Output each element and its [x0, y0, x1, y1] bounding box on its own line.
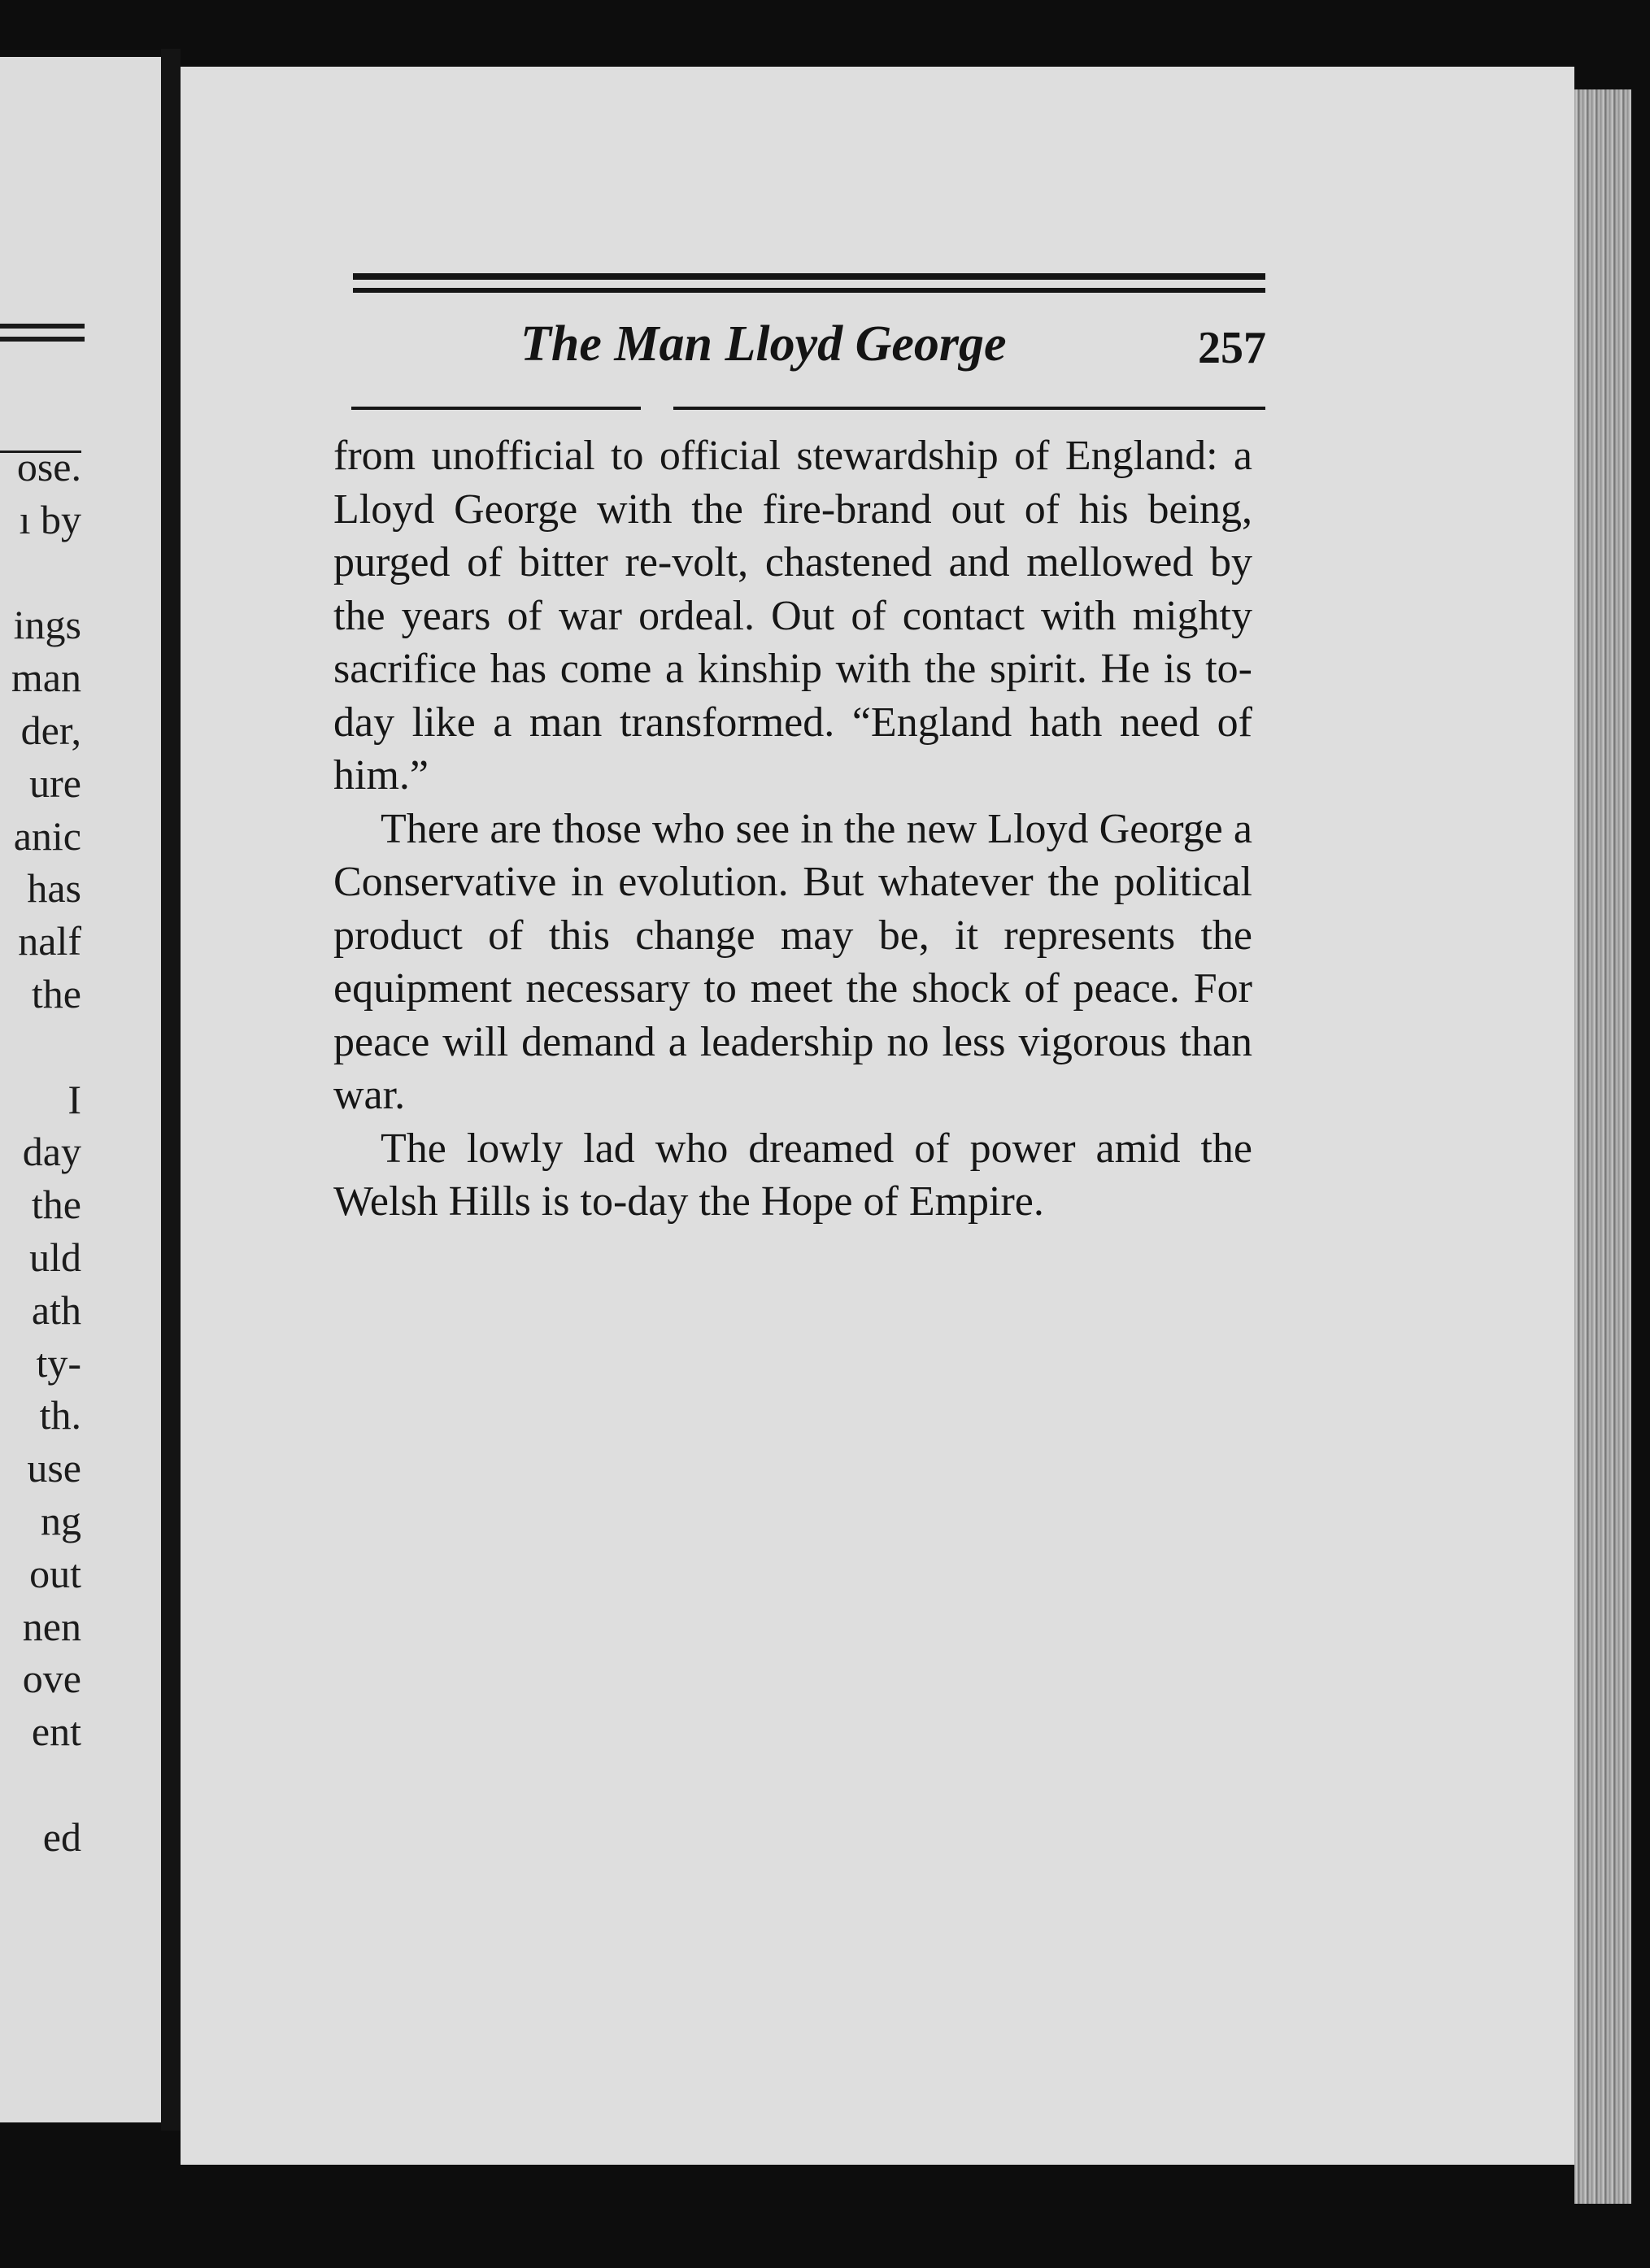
header-double-rule [353, 273, 1265, 293]
running-title: The Man Lloyd George [520, 316, 1007, 372]
header-rule-left [351, 407, 641, 410]
previous-page-line: has [27, 865, 81, 912]
previous-page-line: the [31, 1182, 81, 1228]
previous-page-line: ent [31, 1709, 81, 1755]
paragraph-3: The lowly lad who dreamed of power amid the Welsh Hills is to-day the Hope of Empire. [333, 1125, 1252, 1225]
book-gutter [161, 49, 181, 2131]
previous-page-line: I [67, 1076, 81, 1122]
previous-page-line: ose. [16, 444, 81, 490]
previous-page-line: day [22, 1129, 81, 1175]
left-header-double-rule [0, 324, 85, 342]
paragraph-2: There are those who see in the new Lloyd George a Conservative in evolution. But whatever the political product of this change may be, it represents the equipment necessary to meet the shock of peace. For peace will demand a leadership no less vigorous than war. [333, 805, 1252, 1118]
previous-page-line: ng [41, 1498, 81, 1543]
body-text [333, 429, 1252, 1229]
previous-page-line: der, [20, 707, 81, 753]
page-number: 257 [1198, 323, 1266, 373]
previous-page [0, 57, 161, 2122]
previous-page-line: out [29, 1550, 81, 1596]
previous-page-line: the [31, 971, 81, 1016]
previous-page-line: ath [31, 1286, 81, 1333]
previous-page-line: th. [39, 1392, 81, 1439]
previous-page-line: use [27, 1445, 81, 1491]
paragraph-1: from unofficial to official stewardship of England: a Lloyd George with the fire-brand out of his being, purged of bitter re-volt, chastened and mellowed by the years of war ordeal. Out of contact with mighty sacrifice has come a kinship with the spirit. He is to-day like a man transformed. “England hath need of him.” [333, 433, 1252, 799]
previous-page-line: ure [29, 760, 81, 806]
previous-page-line: ove [22, 1656, 81, 1702]
previous-page-line: ı by [19, 496, 81, 542]
previous-page-line: nen [22, 1603, 81, 1649]
header-rule-right [673, 407, 1265, 410]
previous-page-line: man [11, 655, 81, 701]
previous-page-line: ty- [36, 1339, 81, 1386]
previous-page-line: ings [13, 602, 81, 648]
previous-page-line: uld [29, 1234, 81, 1280]
previous-page-line: ed [42, 1813, 81, 1860]
previous-page-line: nalf [18, 918, 81, 964]
page-edges [1574, 89, 1631, 2204]
previous-page-line: anic [13, 812, 81, 859]
